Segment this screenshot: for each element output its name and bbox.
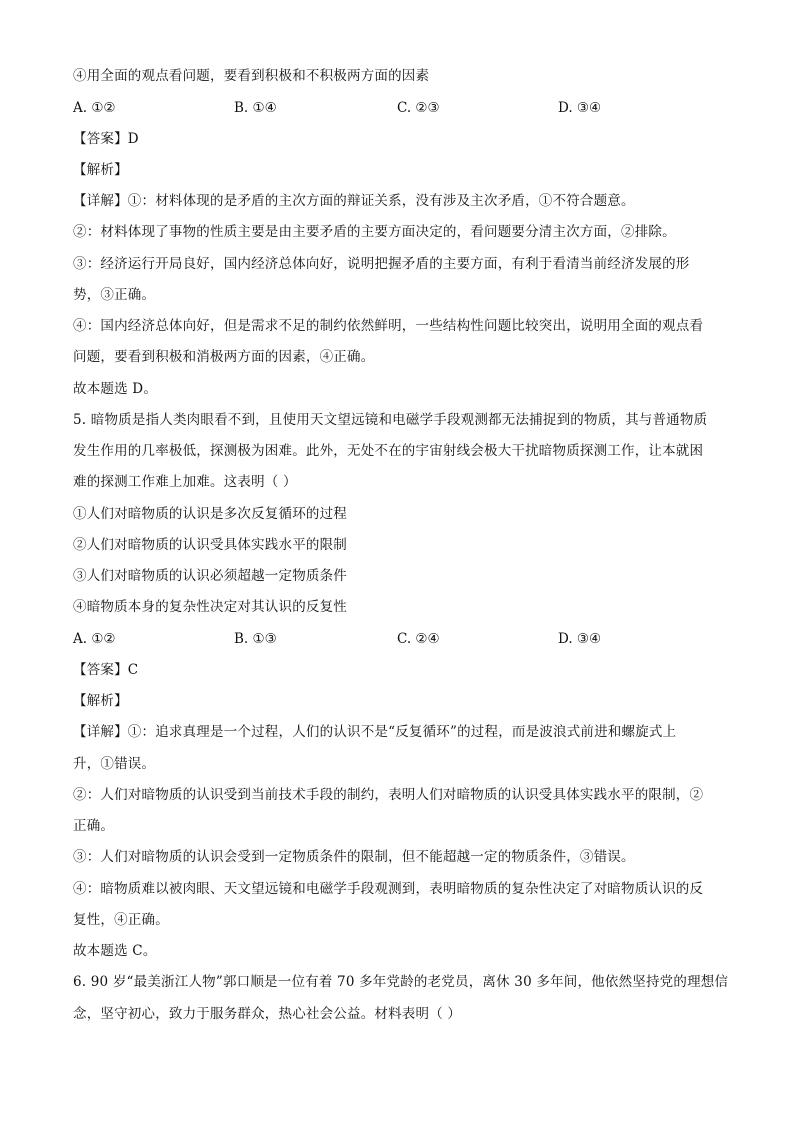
- q5-stem-line: 难的探测工作难上加难。这表明（ ）: [73, 474, 297, 490]
- q5-analysis-label: 【解析】: [73, 693, 128, 709]
- q6-stem-line: 念，坚守初心，致力于服务群众，热心社会公益。材料表明（ ）: [73, 1006, 462, 1022]
- q5-statement-2: ②人们对暗物质的认识受具体实践水平的限制: [73, 537, 347, 553]
- q5-detail-line: 升，①错误。: [73, 756, 156, 772]
- q4-detail-line: 问题，要看到积极和消极两方面的因素，④正确。: [73, 349, 375, 365]
- q5-stem-line: 5. 暗物质是指人类肉眼看不到，且使用天文望远镜和电磁学手段观测都无法捕捉到的物质，其与普通物质: [73, 412, 708, 428]
- q4-conclusion: 故本题选 D。: [73, 381, 158, 397]
- q6-stem-line: 6. 90 岁“最美浙江人物”郭口顺是一位有着 70 多年党龄的老党员，离休 30 多年间，他依然坚持党的理想信: [73, 974, 729, 990]
- q4-option-d: D. ③④: [558, 100, 602, 116]
- q5-option-d: D. ③④: [558, 631, 602, 647]
- q5-detail-line: 正确。: [73, 818, 115, 834]
- q5-option-c: C. ②④: [397, 631, 440, 647]
- q4-detail-line: ②：材料体现了事物的性质主要是由主要矛盾的主要方面决定的，看问题要分清主次方面，②排除。: [73, 224, 676, 240]
- q4-answer: 【答案】D: [73, 131, 139, 147]
- q5-detail-line: ④：暗物质难以被肉眼、天文望远镜和电磁学手段观测到，表明暗物质的复杂性决定了对暗物质认识的反: [73, 881, 704, 897]
- q4-option-b: B. ①④: [234, 100, 277, 116]
- q5-option-b: B. ①③: [234, 631, 277, 647]
- q4-detail-line: ④：国内经济总体向好，但是需求不足的制约依然鲜明，一些结构性问题比较突出，说明用全面的观点看: [73, 318, 704, 334]
- q4-detail-line: ③：经济运行开局良好，国内经济总体向好，说明把握矛盾的主要方面，有利于看清当前经济发展的形: [73, 256, 690, 272]
- q5-stem-line: 发生作用的几率极低，探测极为困难。此外，无处不在的宇宙射线会极大干扰暗物质探测工作，让本就困: [73, 443, 704, 459]
- q5-detail-line: ②：人们对暗物质的认识受到当前技术手段的制约，表明人们对暗物质的认识受具体实践水平的限制，②: [73, 787, 704, 803]
- q5-detail-line: 复性，④正确。: [73, 912, 169, 928]
- q5-answer: 【答案】C: [73, 662, 139, 678]
- q4-statement-4: ④用全面的观点看问题，要看到积极和不积极两方面的因素: [73, 68, 430, 84]
- q5-detail-line: ③：人们对暗物质的认识会受到一定物质条件的限制，但不能超越一定的物质条件，③错误。: [73, 849, 635, 865]
- q4-option-a: A. ①②: [73, 100, 116, 116]
- q5-statement-3: ③人们对暗物质的认识必须超越一定物质条件: [73, 568, 347, 584]
- q5-conclusion: 故本题选 C。: [73, 943, 157, 959]
- q5-statement-4: ④暗物质本身的复杂性决定对其认识的反复性: [73, 599, 347, 615]
- q4-analysis-label: 【解析】: [73, 162, 128, 178]
- q5-statement-1: ①人们对暗物质的认识是多次反复循环的过程: [73, 506, 347, 522]
- q4-detail-line: 【详解】①：材料体现的是矛盾的主次方面的辩证关系，没有涉及主次矛盾，①不符合题意。: [73, 193, 635, 209]
- q4-detail-line: 势，③正确。: [73, 287, 156, 303]
- q4-option-c: C. ②③: [397, 100, 440, 116]
- q5-option-a: A. ①②: [73, 631, 116, 647]
- q5-detail-line: 【详解】①：追求真理是一个过程，人们的认识不是“反复循环”的过程，而是波浪式前进和螺旋式上: [73, 724, 677, 740]
